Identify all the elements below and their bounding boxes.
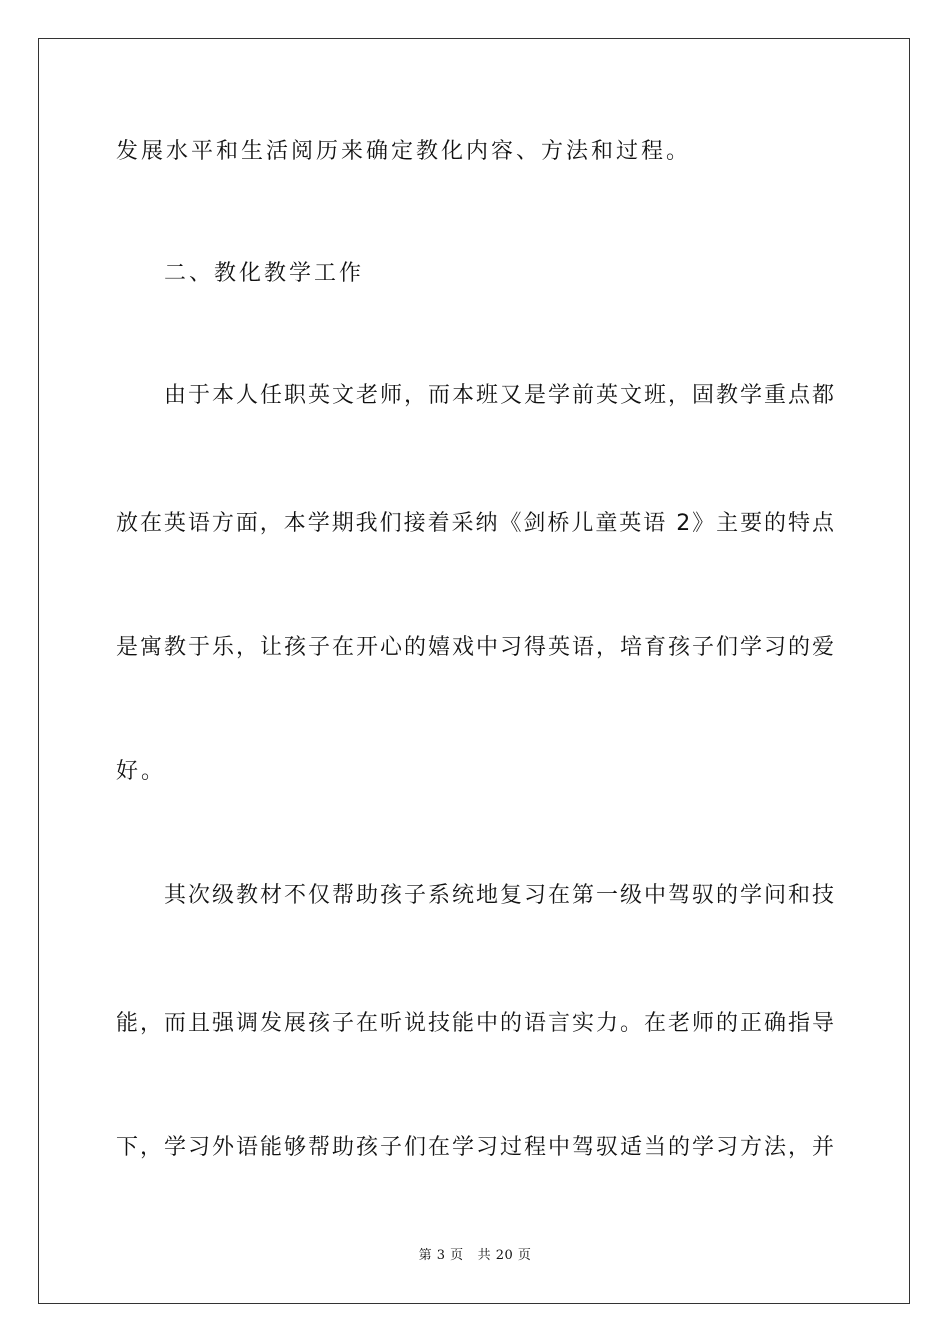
paragraph-line: 好。 <box>116 759 167 784</box>
paragraph-line: 下，学习外语能够帮助孩子们在学习过程中驾驭适当的学习方法，并 <box>116 1135 834 1160</box>
page-footer <box>0 1247 950 1265</box>
paragraph-line: 其次级教材不仅帮助孩子系统地复习在第一级中驾驭的学问和技 <box>164 883 834 908</box>
paragraph-line: 是寓教于乐，让孩子在开心的嬉戏中习得英语，培育孩子们学习的爱 <box>116 635 834 660</box>
paragraph-line: 由于本人任职英文老师，而本班又是学前英文班，固教学重点都 <box>164 383 834 408</box>
page-total: 共 20 页 <box>477 1248 532 1263</box>
paragraph-line: 发展水平和生活阅历来确定教化内容、方法和过程。 <box>116 139 692 164</box>
page-number: 第 3 页 <box>418 1248 464 1263</box>
paragraph-line: 放在英语方面，本学期我们接着采纳《剑桥儿童英语 2》主要的特点 <box>116 511 834 536</box>
page-border <box>38 38 910 1304</box>
paragraph-line: 能，而且强调发展孩子在听说技能中的语言实力。在老师的正确指导 <box>116 1011 834 1036</box>
section-heading: 二、教化教学工作 <box>164 261 365 286</box>
